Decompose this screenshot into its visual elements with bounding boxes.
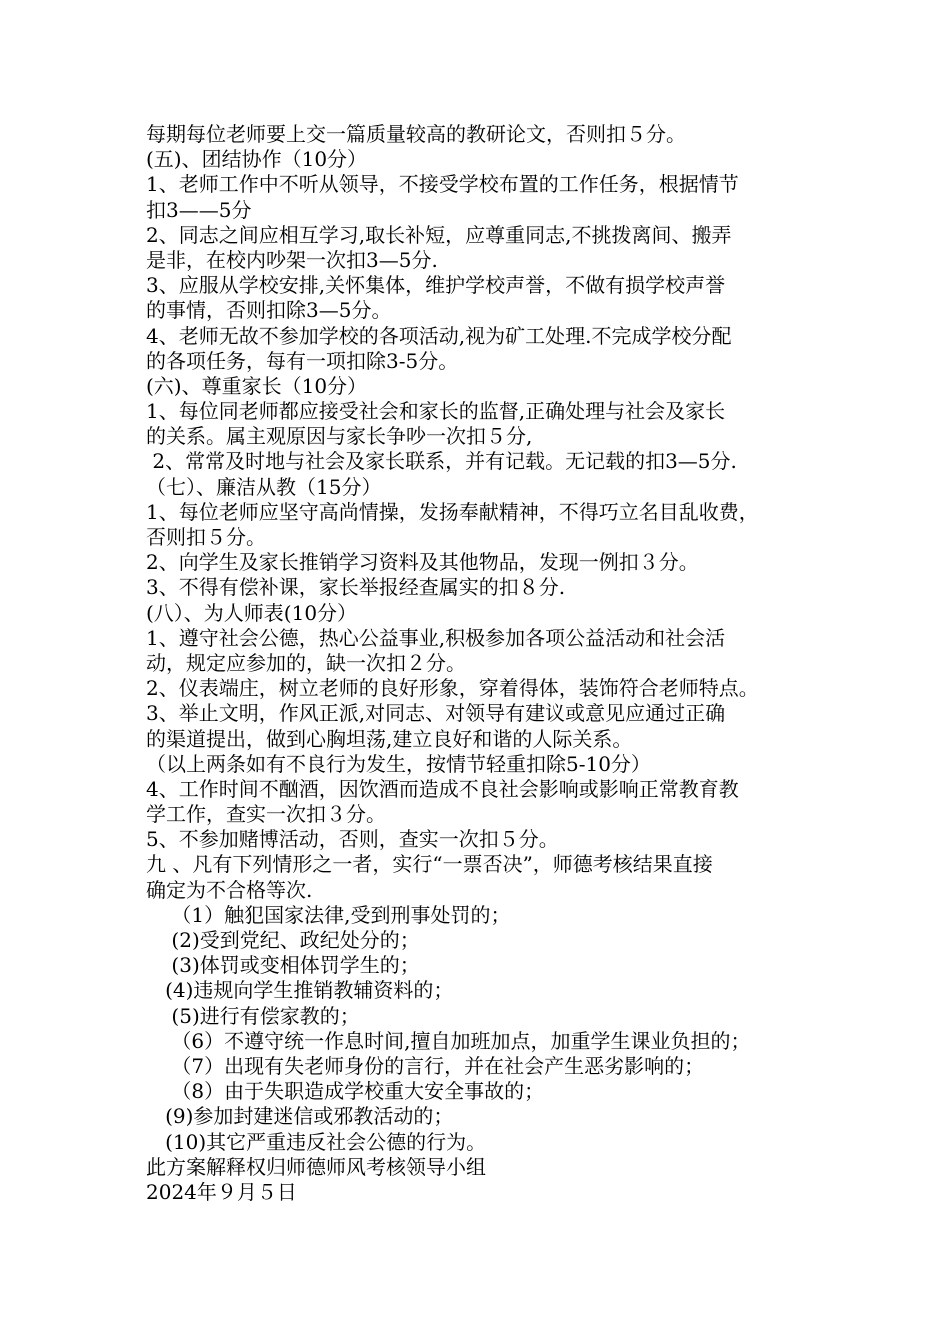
text-line: 1、每位同老师都应接受社会和家长的监督,正确处理与社会及家长: [146, 399, 726, 424]
text-line: 的关系。属主观原因与家长争吵一次扣５分,: [146, 424, 533, 449]
list-item: (3)体罚或变相体罚学生的；: [146, 953, 420, 978]
list-item: (4)违规向学生推销教辅资料的；: [146, 978, 454, 1003]
text-line: 2、仪表端庄，树立老师的良好形象，穿着得体，装饰符合老师特点。: [146, 676, 759, 701]
list-item: (5)进行有偿家教的；: [146, 1003, 360, 1028]
text-line: 是非，在校内吵架一次扣3—5分.: [146, 247, 438, 272]
text-line: 3、应服从学校安排,关怀集体，维护学校声誉，不做有损学校声誉: [146, 273, 726, 298]
section-heading: (五)、团结协作（10分）: [146, 147, 368, 172]
list-item: (9)参加封建迷信或邪教活动的；: [146, 1104, 454, 1129]
text-line: 扣3——5分: [146, 197, 252, 222]
list-item: （6）不遵守统一作息时间,擅自加班加点，加重学生课业负担的；: [146, 1028, 751, 1053]
text-line: 的事情，否则扣除3—5分。: [146, 298, 392, 323]
text-line: 否则扣５分。: [146, 525, 266, 549]
section-heading: （七）、廉洁从教（15分）: [146, 474, 382, 499]
list-item: （8）由于失职造成学校重大安全事故的；: [146, 1079, 545, 1104]
closing-statement: 此方案解释权归师德师风考核领导小组: [146, 1154, 486, 1179]
text-line: 确定为不合格等次.: [146, 877, 313, 902]
text-line: 3、举止文明，作风正派,对同志、对领导有建议或意见应通过正确: [146, 701, 726, 726]
text-line: 1、每位老师应坚守高尚情操，发扬奉献精神，不得巧立名目乱收费，: [146, 499, 759, 524]
section-heading: (六)、尊重家长（10分）: [146, 373, 368, 398]
text-line: 5、不参加赌博活动，否则，查实一次扣５分。: [146, 827, 559, 852]
text-line: 2、同志之间应相互学习,取长补短，应尊重同志,不挑拨离间、搬弄: [146, 222, 732, 247]
text-line: 4、老师无故不参加学校的各项活动,视为矿工处理.不完成学校分配: [146, 323, 732, 348]
text-line: 4、工作时间不酗酒，因饮酒而造成不良社会影响或影响正常教育教: [146, 776, 739, 801]
text-line: 动，规定应参加的，缺一次扣２分。: [146, 650, 466, 675]
document-body: [146, 122, 836, 1205]
section-heading: (八）、为人师表(10分）: [146, 600, 358, 625]
section-heading: 九 、凡有下列情形之一者，实行“一票否决”，师德考核结果直接: [146, 852, 713, 877]
text-line: 每期每位老师要上交一篇质量较高的教研论文，否则扣５分。: [146, 122, 686, 146]
text-line: 1、老师工作中不听从领导，不接受学校布置的工作任务，根据情节: [146, 172, 739, 197]
list-item: （7）出现有失老师身份的言行，并在社会产生恶劣影响的；: [146, 1053, 705, 1078]
list-item: (10)其它严重违反社会公德的行为。: [146, 1129, 487, 1154]
text-line: 学工作，查实一次扣３分。: [146, 802, 386, 827]
text-line: 的各项任务，每有一项扣除3-5分。: [146, 348, 459, 373]
text-line: 1、遵守社会公德，热心公益事业,积极参加各项公益活动和社会活: [146, 625, 726, 650]
text-line: （以上两条如有不良行为发生，按情节轻重扣除5-10分）: [146, 751, 651, 776]
document-date: 2024年９月５日: [146, 1179, 297, 1204]
text-line: 2、常常及时地与社会及家长联系，并有记载。无记载的扣3—5分.: [146, 449, 737, 474]
list-item: (2)受到党纪、政纪处分的；: [146, 928, 420, 952]
list-item: （1）触犯国家法律,受到刑事处罚的；: [146, 902, 511, 927]
text-line: 3、不得有偿补课，家长举报经查属实的扣８分.: [146, 575, 566, 600]
text-line: 2、向学生及家长推销学习资料及其他物品，发现一例扣３分。: [146, 550, 699, 575]
text-line: 的渠道提出，做到心胸坦荡,建立良好和谐的人际关系。: [146, 726, 633, 751]
